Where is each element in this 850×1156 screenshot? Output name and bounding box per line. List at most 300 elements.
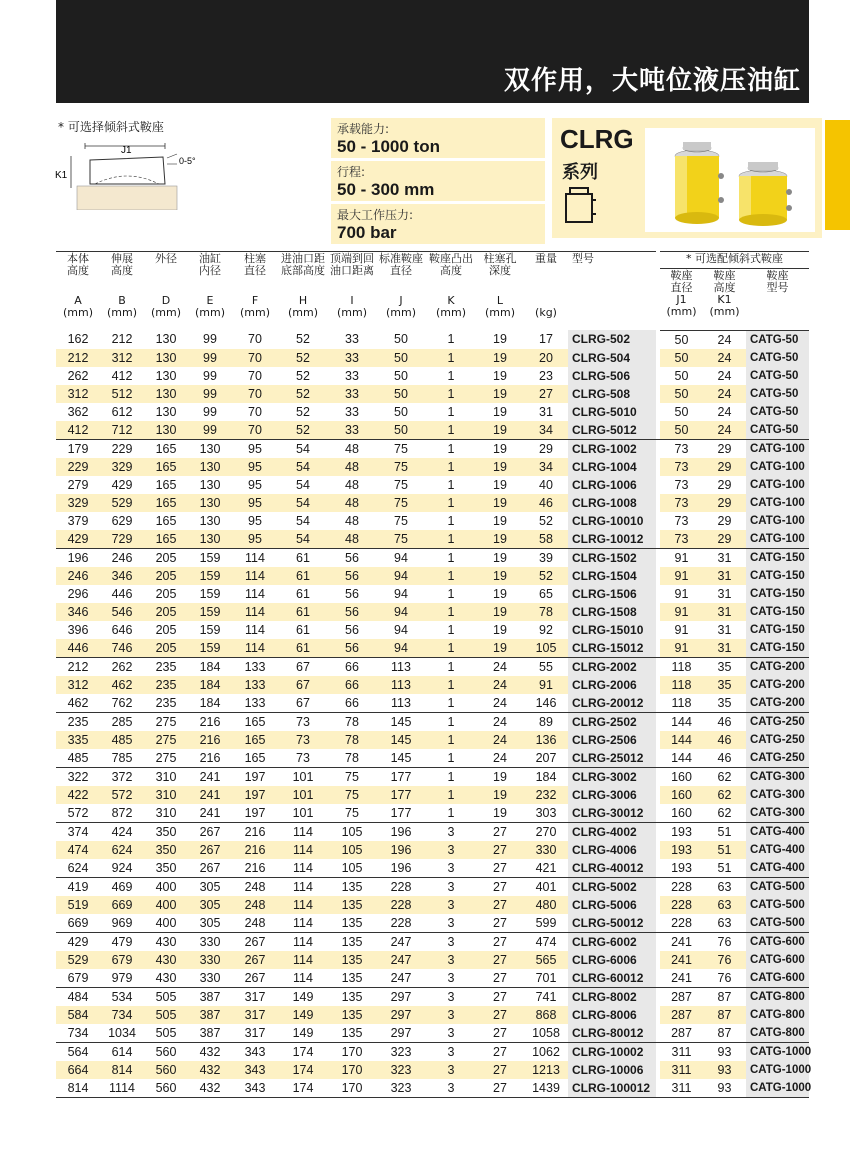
- table-cell: 33: [328, 367, 376, 385]
- saddle-model-cell: CATG-500: [746, 877, 809, 896]
- table-row: [56, 367, 809, 385]
- table-cell: 135: [328, 877, 376, 896]
- header-unit: (mm): [336, 306, 367, 319]
- header-line-2: 高度: [111, 264, 133, 277]
- table-cell: 91: [660, 621, 703, 639]
- table-cell: 310: [144, 786, 188, 804]
- table-cell: 48: [328, 458, 376, 476]
- table-cell: 323: [376, 1079, 426, 1098]
- table-cell: 61: [278, 567, 328, 585]
- table-cell: 105: [524, 639, 568, 658]
- table-cell: 135: [328, 1006, 376, 1024]
- table-cell: 247: [376, 932, 426, 951]
- table-cell: 50: [376, 330, 426, 349]
- table-row: [56, 676, 809, 694]
- table-cell: 1114: [100, 1079, 144, 1098]
- table-cell: 247: [376, 951, 426, 969]
- table-cell: 474: [524, 932, 568, 951]
- table-cell: 228: [660, 914, 703, 933]
- table-cell: 27: [476, 822, 524, 841]
- table-cell: 197: [232, 786, 278, 804]
- saddle-model-cell: CATG-50: [746, 349, 809, 367]
- table-cell: 95: [232, 458, 278, 476]
- model-cell: CLRG-15012: [568, 639, 656, 658]
- table-cell: 52: [524, 567, 568, 585]
- model-cell: CLRG-508: [568, 385, 656, 403]
- table-cell: 33: [328, 330, 376, 349]
- table-cell: 19: [476, 621, 524, 639]
- model-cell: CLRG-2502: [568, 712, 656, 731]
- header-line-1: 油缸: [199, 252, 221, 265]
- table-cell: 216: [188, 731, 232, 749]
- saddle-model-cell: CATG-50: [746, 367, 809, 385]
- table-cell: 1: [426, 494, 476, 512]
- table-cell: 50: [376, 403, 426, 421]
- header-unit: (mm): [194, 306, 225, 319]
- table-cell: 193: [660, 841, 703, 859]
- header-line-2: 油口距离: [330, 264, 374, 277]
- table-cell: 216: [188, 712, 232, 731]
- saddle-model-cell: CATG-800: [746, 987, 809, 1006]
- table-cell: 34: [524, 421, 568, 440]
- table-cell: 212: [56, 349, 100, 367]
- table-row: [56, 804, 809, 823]
- table-cell: 93: [703, 1061, 746, 1079]
- table-cell: 27: [476, 1042, 524, 1061]
- model-cell: CLRG-25012: [568, 749, 656, 768]
- table-cell: 430: [144, 969, 188, 988]
- table-cell: 61: [278, 639, 328, 658]
- saddle-model-cell: CATG-200: [746, 694, 809, 713]
- table-cell: 165: [232, 731, 278, 749]
- table-cell: 19: [476, 567, 524, 585]
- table-cell: 78: [328, 712, 376, 731]
- table-cell: 24: [703, 349, 746, 367]
- table-cell: 149: [278, 1024, 328, 1043]
- table-cell: 679: [100, 951, 144, 969]
- saddle-model-cell: CATG-500: [746, 914, 809, 933]
- table-row: [56, 621, 809, 639]
- table-cell: 179: [56, 439, 100, 458]
- table-cell: 66: [328, 694, 376, 713]
- table-cell: 296: [56, 585, 100, 603]
- header-letter: L: [496, 294, 504, 307]
- table-cell: 401: [524, 877, 568, 896]
- table-cell: 400: [144, 877, 188, 896]
- table-cell: 162: [56, 330, 100, 349]
- table-cell: 52: [278, 421, 328, 440]
- table-cell: 311: [660, 1042, 703, 1061]
- table-cell: 73: [660, 458, 703, 476]
- table-cell: 19: [476, 767, 524, 786]
- table-cell: 93: [703, 1079, 746, 1098]
- table-cell: 165: [232, 749, 278, 768]
- table-cell: 387: [188, 1006, 232, 1024]
- table-cell: 1: [426, 639, 476, 658]
- table-cell: 29: [703, 458, 746, 476]
- table-cell: 1: [426, 439, 476, 458]
- table-cell: 78: [328, 749, 376, 768]
- table-cell: 669: [100, 896, 144, 914]
- table-cell: 572: [100, 786, 144, 804]
- table-cell: 546: [100, 603, 144, 621]
- table-cell: 27: [476, 969, 524, 988]
- header-line-1: 进油口距: [281, 252, 325, 265]
- table-cell: 51: [703, 822, 746, 841]
- table-cell: 54: [278, 476, 328, 494]
- table-cell: 50: [660, 367, 703, 385]
- table-cell: 95: [232, 494, 278, 512]
- header-letter: B: [118, 294, 126, 307]
- header-line-1: 顶端到回: [330, 252, 374, 265]
- table-cell: 27: [476, 877, 524, 896]
- table-cell: 248: [232, 877, 278, 896]
- header-unit: (mm): [150, 306, 181, 319]
- header-letter: J: [399, 294, 403, 307]
- table-cell: 130: [144, 403, 188, 421]
- table-cell: 379: [56, 512, 100, 530]
- table-cell: 56: [328, 585, 376, 603]
- table-cell: 113: [376, 657, 426, 676]
- table-cell: 184: [188, 694, 232, 713]
- table-cell: 114: [278, 877, 328, 896]
- column-header: [188, 252, 232, 331]
- table-cell: 534: [100, 987, 144, 1006]
- table-cell: 212: [56, 657, 100, 676]
- table-cell: 165: [144, 476, 188, 494]
- table-cell: 70: [232, 367, 278, 385]
- table-cell: 564: [56, 1042, 100, 1061]
- table-cell: 241: [660, 951, 703, 969]
- table-cell: 712: [100, 421, 144, 440]
- table-cell: 114: [278, 932, 328, 951]
- table-cell: 1034: [100, 1024, 144, 1043]
- table-cell: 31: [703, 585, 746, 603]
- table-cell: 814: [100, 1061, 144, 1079]
- table-cell: 66: [328, 676, 376, 694]
- table-cell: 560: [144, 1042, 188, 1061]
- table-cell: 135: [328, 987, 376, 1006]
- model-cell: CLRG-2006: [568, 676, 656, 694]
- table-cell: 310: [144, 804, 188, 823]
- table-cell: 31: [703, 567, 746, 585]
- saddle-model-cell: CATG-150: [746, 567, 809, 585]
- header-line: [746, 294, 809, 305]
- table-cell: 248: [232, 896, 278, 914]
- header-line-2: 内径: [199, 264, 221, 277]
- table-cell: 17: [524, 330, 568, 349]
- table-cell: 1: [426, 767, 476, 786]
- table-cell: 67: [278, 657, 328, 676]
- table-cell: 741: [524, 987, 568, 1006]
- table-cell: 329: [56, 494, 100, 512]
- header-line: (mm): [666, 305, 697, 318]
- table-cell: 130: [144, 421, 188, 440]
- table-row: [56, 932, 809, 951]
- table-cell: 62: [703, 786, 746, 804]
- table-cell: 135: [328, 914, 376, 933]
- table-cell: 267: [188, 822, 232, 841]
- table-cell: 350: [144, 822, 188, 841]
- table-cell: 3: [426, 1006, 476, 1024]
- table-cell: 76: [703, 951, 746, 969]
- header-line-1: 柱塞: [244, 252, 266, 265]
- table-cell: 73: [278, 712, 328, 731]
- table-cell: 246: [100, 548, 144, 567]
- table-row: [56, 767, 809, 786]
- table-cell: 99: [188, 367, 232, 385]
- table-cell: 422: [56, 786, 100, 804]
- table-cell: 241: [188, 767, 232, 786]
- table-cell: 1: [426, 621, 476, 639]
- column-header: [100, 252, 144, 331]
- table-cell: 27: [524, 385, 568, 403]
- table-row: [56, 657, 809, 676]
- table-cell: 3: [426, 1024, 476, 1043]
- table-cell: 159: [188, 567, 232, 585]
- model-cell: CLRG-3006: [568, 786, 656, 804]
- table-cell: 287: [660, 1024, 703, 1043]
- table-cell: 1: [426, 731, 476, 749]
- table-cell: 50: [376, 367, 426, 385]
- model-cell: CLRG-2506: [568, 731, 656, 749]
- saddle-column-header: [746, 269, 809, 331]
- table-cell: 54: [278, 494, 328, 512]
- table-cell: 599: [524, 914, 568, 933]
- model-cell: CLRG-40012: [568, 859, 656, 878]
- table-cell: 24: [476, 712, 524, 731]
- spec-panel: [331, 118, 545, 247]
- table-cell: 1: [426, 786, 476, 804]
- table-cell: 114: [278, 951, 328, 969]
- table-cell: 63: [703, 877, 746, 896]
- table-cell: 669: [56, 914, 100, 933]
- saddle-model-cell: CATG-800: [746, 1024, 809, 1043]
- table-row: [56, 476, 809, 494]
- column-header: [232, 252, 278, 331]
- header-line-2: [524, 265, 568, 277]
- model-cell: CLRG-2002: [568, 657, 656, 676]
- table-cell: 429: [56, 932, 100, 951]
- table-cell: 50: [376, 385, 426, 403]
- spec-value: 50 - 300 mm: [337, 180, 435, 199]
- table-cell: 469: [100, 877, 144, 896]
- table-cell: 419: [56, 877, 100, 896]
- table-cell: 73: [278, 749, 328, 768]
- table-cell: 70: [232, 349, 278, 367]
- saddle-model-cell: CATG-400: [746, 822, 809, 841]
- table-cell: 228: [660, 896, 703, 914]
- saddle-model-cell: CATG-1000: [746, 1061, 809, 1079]
- model-cell: CLRG-60012: [568, 969, 656, 988]
- header-letter: E: [206, 294, 214, 307]
- model-cell: CLRG-15010: [568, 621, 656, 639]
- table-cell: 297: [376, 1024, 426, 1043]
- saddle-model-cell: CATG-300: [746, 786, 809, 804]
- saddle-model-cell: CATG-50: [746, 403, 809, 421]
- table-row: [56, 859, 809, 878]
- table-cell: 785: [100, 749, 144, 768]
- table-cell: 20: [524, 349, 568, 367]
- table-cell: 61: [278, 603, 328, 621]
- table-cell: 27: [476, 859, 524, 878]
- table-cell: 159: [188, 548, 232, 567]
- table-cell: 24: [703, 330, 746, 349]
- table-cell: 412: [100, 367, 144, 385]
- table-cell: 130: [144, 367, 188, 385]
- table-cell: 95: [232, 476, 278, 494]
- table-cell: 160: [660, 767, 703, 786]
- table-cell: 76: [703, 969, 746, 988]
- table-cell: 505: [144, 1006, 188, 1024]
- table-cell: 135: [328, 896, 376, 914]
- table-cell: 297: [376, 987, 426, 1006]
- table-cell: 165: [144, 439, 188, 458]
- table-cell: 48: [328, 439, 376, 458]
- table-cell: 205: [144, 603, 188, 621]
- table-cell: 56: [328, 603, 376, 621]
- table-cell: 19: [476, 367, 524, 385]
- table-row: [56, 458, 809, 476]
- table-row: [56, 969, 809, 988]
- table-row: [56, 1061, 809, 1079]
- table-cell: 50: [660, 385, 703, 403]
- table-row: [56, 403, 809, 421]
- table-cell: 19: [476, 603, 524, 621]
- spec-label: 最大工作压力:: [337, 208, 414, 222]
- table-cell: 485: [100, 731, 144, 749]
- table-cell: 135: [328, 1024, 376, 1043]
- table-cell: 54: [278, 458, 328, 476]
- table-cell: 412: [56, 421, 100, 440]
- table-cell: 297: [376, 1006, 426, 1024]
- table-cell: 267: [232, 951, 278, 969]
- table-row: [56, 987, 809, 1006]
- table-cell: 184: [188, 676, 232, 694]
- table-cell: 387: [188, 1024, 232, 1043]
- table-cell: 24: [476, 694, 524, 713]
- table-cell: 174: [278, 1079, 328, 1098]
- table-row: [56, 385, 809, 403]
- table-cell: 205: [144, 567, 188, 585]
- table-cell: 33: [328, 385, 376, 403]
- table-cell: 629: [100, 512, 144, 530]
- table-cell: 114: [232, 567, 278, 585]
- header-line: (mm): [709, 305, 740, 318]
- table-cell: 196: [376, 859, 426, 878]
- table-cell: 216: [232, 822, 278, 841]
- table-cell: 350: [144, 859, 188, 878]
- model-cell: CLRG-20012: [568, 694, 656, 713]
- table-row: [56, 530, 809, 549]
- table-cell: 664: [56, 1061, 100, 1079]
- table-cell: 624: [56, 859, 100, 878]
- table-cell: 31: [703, 548, 746, 567]
- model-cell: CLRG-80012: [568, 1024, 656, 1043]
- table-cell: 267: [188, 859, 232, 878]
- table-cell: 54: [278, 530, 328, 549]
- table-cell: 193: [660, 822, 703, 841]
- header-letter: F: [251, 294, 259, 307]
- table-cell: 94: [376, 603, 426, 621]
- table-cell: 165: [144, 458, 188, 476]
- table-cell: 19: [476, 476, 524, 494]
- table-cell: 19: [476, 548, 524, 567]
- table-row: [56, 512, 809, 530]
- table-cell: 145: [376, 749, 426, 768]
- table-cell: 99: [188, 421, 232, 440]
- table-cell: 91: [660, 567, 703, 585]
- table-cell: 262: [56, 367, 100, 385]
- table-cell: 177: [376, 767, 426, 786]
- k1-label: K1: [55, 170, 68, 181]
- spec-table: [56, 251, 812, 1098]
- table-cell: 216: [232, 841, 278, 859]
- table-cell: 130: [188, 458, 232, 476]
- model-cell: CLRG-10002: [568, 1042, 656, 1061]
- table-cell: 27: [476, 951, 524, 969]
- table-cell: 3: [426, 822, 476, 841]
- table-cell: 159: [188, 603, 232, 621]
- header-line: 鞍座: [713, 269, 736, 282]
- table-cell: 584: [56, 1006, 100, 1024]
- table-cell: 330: [188, 932, 232, 951]
- table-cell: 160: [660, 786, 703, 804]
- table-cell: 145: [376, 731, 426, 749]
- table-cell: 3: [426, 969, 476, 988]
- table-cell: 29: [703, 476, 746, 494]
- table-cell: 430: [144, 932, 188, 951]
- table-cell: 31: [524, 403, 568, 421]
- table-cell: 24: [703, 385, 746, 403]
- table-cell: 118: [660, 657, 703, 676]
- header-line-2: 深度: [489, 264, 511, 277]
- table-cell: 762: [100, 694, 144, 713]
- header-line-1: 外径: [155, 252, 177, 265]
- table-cell: 335: [56, 731, 100, 749]
- table-row: [56, 1079, 809, 1098]
- table-cell: 3: [426, 1061, 476, 1079]
- table-cell: 228: [376, 896, 426, 914]
- saddle-model-cell: CATG-150: [746, 603, 809, 621]
- table-cell: 54: [278, 512, 328, 530]
- table-cell: 144: [660, 712, 703, 731]
- saddle-model-cell: CATG-150: [746, 548, 809, 567]
- table-row: [56, 494, 809, 512]
- column-header: [56, 252, 100, 331]
- table-cell: 177: [376, 786, 426, 804]
- table-cell: 87: [703, 1024, 746, 1043]
- table-cell: 118: [660, 676, 703, 694]
- table-cell: 65: [524, 585, 568, 603]
- table-cell: 73: [660, 512, 703, 530]
- table-cell: 372: [100, 767, 144, 786]
- table-row: [56, 712, 809, 731]
- saddle-model-cell: CATG-200: [746, 676, 809, 694]
- table-cell: 114: [232, 603, 278, 621]
- table-cell: 73: [660, 494, 703, 512]
- table-cell: 197: [232, 767, 278, 786]
- table-cell: 429: [56, 530, 100, 549]
- table-cell: 362: [56, 403, 100, 421]
- table-cell: 323: [376, 1061, 426, 1079]
- table-cell: 70: [232, 421, 278, 440]
- table-cell: 70: [232, 385, 278, 403]
- table-row: [56, 731, 809, 749]
- table-cell: 31: [703, 603, 746, 621]
- model-cell: CLRG-8006: [568, 1006, 656, 1024]
- header-line: J1: [676, 293, 687, 306]
